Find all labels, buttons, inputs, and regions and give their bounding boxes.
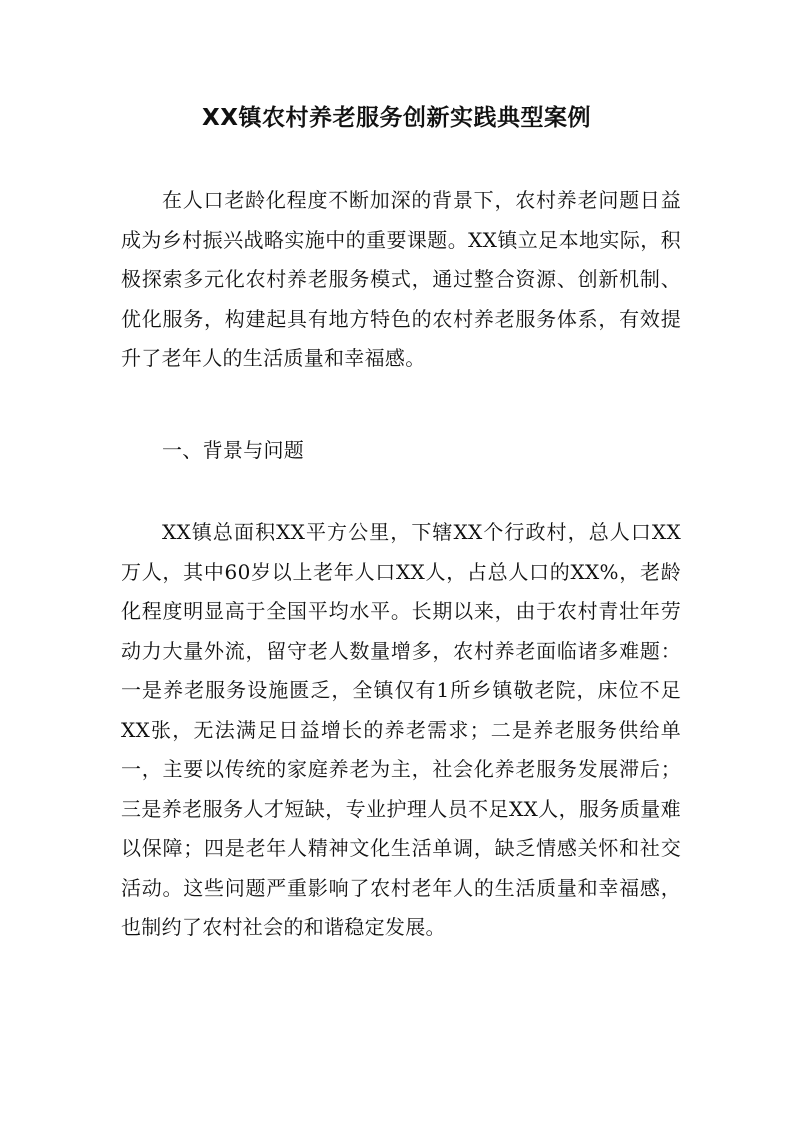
intro-paragraph: 在人口老龄化程度不断加深的背景下，农村养老问题日益成为乡村振兴战略实施中的重要课题。XX镇立足本地实际，积极探索多元化农村养老服务模式，通过整合资源、创新机制、优化服务，构建起具有地方特色的农村养老服务体系，有效提升了老年人的生活质量和幸福感。 <box>121 188 681 370</box>
document-title: XX镇农村养老服务创新实践典型案例 <box>202 105 591 131</box>
section-heading: 一、背景与问题 <box>162 438 305 462</box>
section-body-paragraph: XX镇总面积XX平方公里，下辖XX个行政村，总人口XX万人，其中60岁以上老年人口XX人，占总人口的XX%，老龄化程度明显高于全国平均水平。长期以来，由于农村青壮年劳动力大量外流，留守老人数量增多，农村养老面临诸多难题：一是养老服务设施匮乏，全镇仅有1所乡镇敬老院，床位不足XX张，无法满足日益增长的养老需求；二是养老服务供给单一，主要以传统的家庭养老为主，社会化养老服务发展滞后；三是养老服务人才短缺，专业护理人员不足XX人，服务质量难以保障；四是老年人精神文化生活单调，缺乏情感关怀和社交活动。这些问题严重影响了农村老年人的生活质量和幸福感，也制约了农村社会的和谐稳定发展。 <box>121 520 681 939</box>
